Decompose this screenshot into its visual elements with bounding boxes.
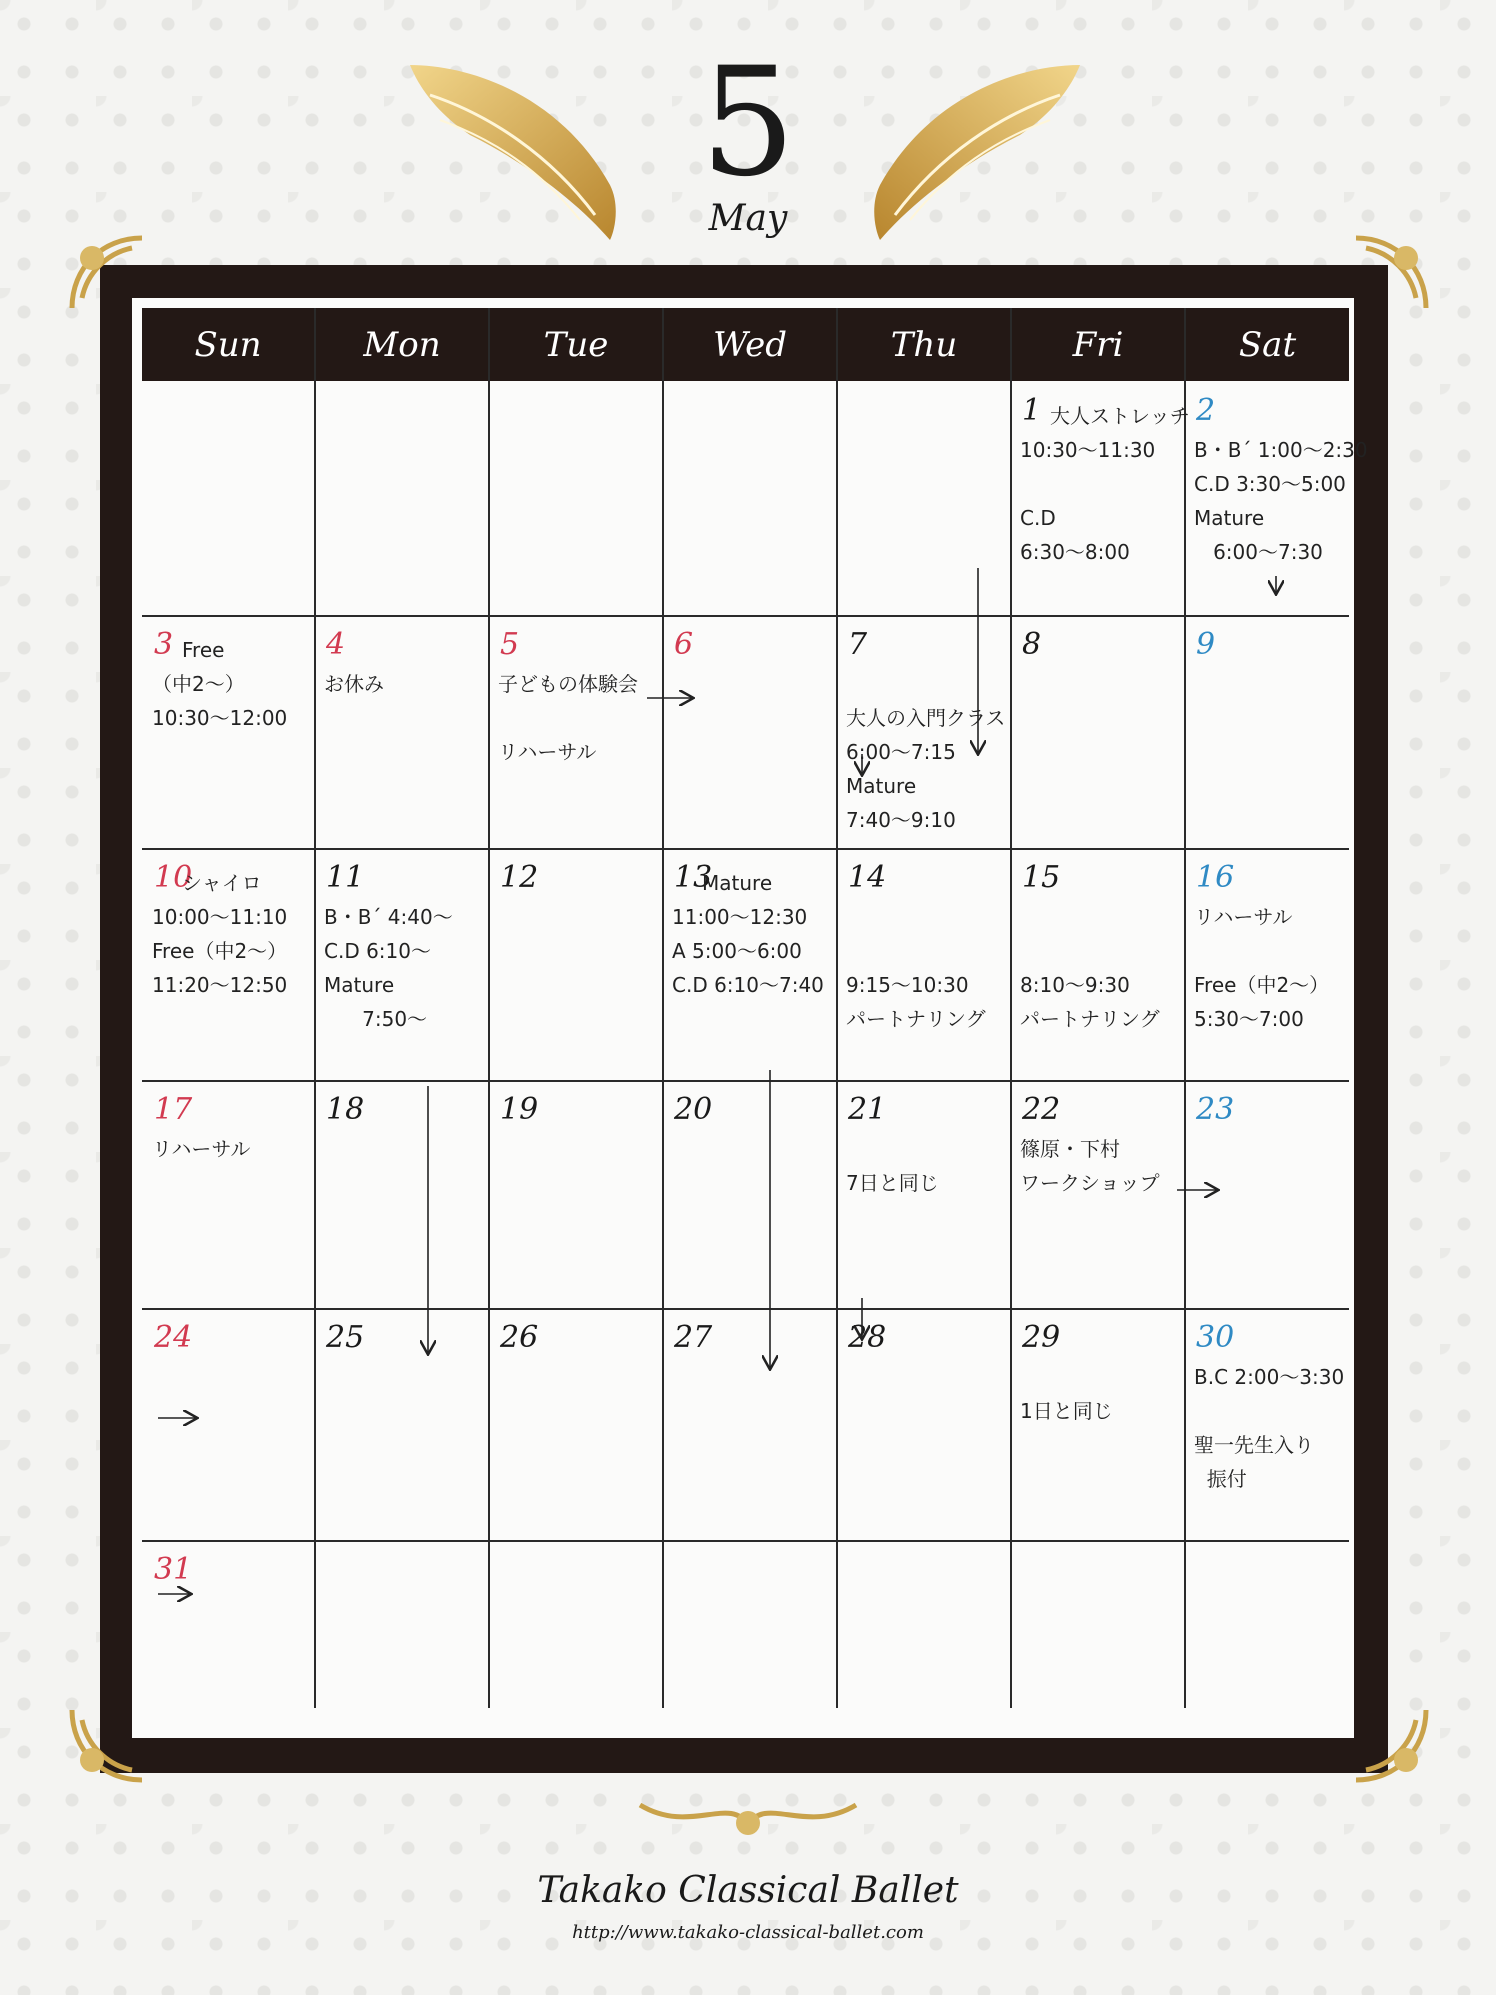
note-line: [324, 633, 384, 667]
day-cell-23[interactable]: [1184, 1080, 1349, 1308]
note-line: [846, 667, 1005, 701]
note-line: [846, 900, 986, 934]
day-cell-30[interactable]: [1184, 1308, 1349, 1540]
day-cell-14[interactable]: [836, 848, 1010, 1080]
calendar-header: [0, 0, 1496, 250]
note-line: [1020, 467, 1190, 501]
note-line: B.C 2:00〜3:30: [1194, 1365, 1345, 1389]
note-line: [846, 934, 986, 968]
note-line: 10:30〜11:30: [1020, 438, 1156, 462]
day-number: 24: [154, 1320, 193, 1355]
day-cell-26[interactable]: [488, 1308, 662, 1540]
note-line: [1020, 1098, 1160, 1132]
day-cell-27[interactable]: [662, 1308, 836, 1540]
day-cell-10[interactable]: [142, 848, 314, 1080]
note-line: 10:00〜11:10: [152, 905, 288, 929]
calendar-frame: [100, 265, 1388, 1773]
day-number: 26: [500, 1320, 539, 1355]
note-line: 5:30〜7:00: [1194, 1007, 1304, 1031]
note-line: シャイロ: [182, 871, 262, 895]
day-number: 16: [1196, 860, 1235, 895]
row-divider: [142, 1540, 1349, 1542]
day-number: 15: [1022, 860, 1061, 895]
day-cell-28[interactable]: [836, 1308, 1010, 1540]
day-note: [152, 1098, 250, 1166]
note-line: [498, 701, 638, 735]
day-cell-22[interactable]: [1010, 1080, 1184, 1308]
note-line: 子どもの体験会: [498, 672, 638, 696]
day-note: [152, 633, 288, 735]
day-number: 21: [848, 1092, 887, 1127]
day-number: 4: [326, 627, 346, 662]
day-note: [324, 866, 453, 1036]
note-line: [1020, 900, 1160, 934]
day-cell-11[interactable]: [314, 848, 488, 1080]
day-cell-1[interactable]: [1010, 381, 1190, 615]
note-line: ワークショップ: [1020, 1171, 1160, 1195]
day-number: 29: [1022, 1320, 1061, 1355]
day-cell-15[interactable]: [1010, 848, 1184, 1080]
footer-title: Takako Classical Ballet: [537, 1870, 959, 1911]
day-number: 23: [1196, 1092, 1235, 1127]
day-cell-3[interactable]: [142, 615, 314, 848]
note-line: [152, 1098, 250, 1132]
day-cell-13[interactable]: [662, 848, 836, 1080]
note-line: C.D 6:10〜: [324, 939, 431, 963]
note-line: Mature: [1194, 506, 1265, 530]
day-cell-9[interactable]: [1184, 615, 1349, 848]
day-number: 18: [326, 1092, 365, 1127]
day-note: [1194, 1326, 1344, 1496]
note-line: [1194, 1394, 1344, 1428]
note-line: [1020, 1360, 1113, 1394]
day-cell-17[interactable]: [142, 1080, 314, 1308]
note-line: C.D 6:10〜7:40: [672, 973, 824, 997]
day-number: 11: [326, 860, 365, 895]
note-line: リハーサル: [1194, 905, 1293, 929]
weekday-header-wed: Wed: [664, 308, 836, 381]
note-line: Mature: [846, 774, 917, 798]
note-line: 6:30〜8:00: [1020, 540, 1130, 564]
day-cell-8[interactable]: [1010, 615, 1184, 848]
note-line: [324, 866, 453, 900]
day-note: [1020, 866, 1160, 1036]
day-cell-29[interactable]: [1010, 1308, 1184, 1540]
note-line: リハーサル: [152, 1137, 251, 1161]
note-line: お休み: [324, 672, 384, 696]
note-line: パートナリング: [1020, 1007, 1160, 1031]
day-cell-7[interactable]: [836, 615, 1010, 848]
note-line: 11:00〜12:30: [672, 905, 808, 929]
day-note: [1194, 399, 1368, 569]
day-cell-6[interactable]: [662, 615, 836, 848]
day-number: 25: [326, 1320, 365, 1355]
note-line: [1194, 934, 1329, 968]
bottom-center-ornament: [630, 1785, 866, 1845]
note-line: Mature: [324, 973, 395, 997]
day-number: 5: [500, 627, 520, 662]
month-number: 5: [700, 36, 796, 210]
day-note: [1194, 866, 1329, 1036]
day-number: 6: [674, 627, 694, 662]
day-note: [324, 633, 384, 701]
note-line: [1020, 934, 1160, 968]
day-note: [1020, 1098, 1160, 1200]
day-number: 31: [154, 1552, 193, 1587]
day-note: [498, 633, 638, 769]
footer-url[interactable]: http://www.takako-classical-ballet.com: [572, 1922, 924, 1943]
corner-ornament-bottom-left: [62, 1700, 152, 1790]
note-line: [846, 1132, 939, 1166]
day-cell-31[interactable]: [142, 1540, 314, 1728]
day-number: 20: [674, 1092, 713, 1127]
note-line: [1020, 866, 1160, 900]
day-number: 14: [848, 860, 887, 895]
corner-ornament-top-right: [1346, 228, 1436, 318]
day-note: [846, 633, 1005, 837]
note-line: [498, 633, 638, 667]
corner-ornament-bottom-right: [1346, 1700, 1436, 1790]
day-number: 3: [154, 627, 174, 662]
note-line: [846, 866, 986, 900]
weekday-header-mon: Mon: [316, 308, 488, 381]
note-line: Free（中2〜）: [152, 939, 288, 963]
calendar-grid: [142, 308, 1368, 1728]
note-line: 6:00〜7:30: [1194, 540, 1323, 564]
day-note: [1020, 1326, 1113, 1428]
note-line: Free（中2〜）: [1194, 973, 1330, 997]
note-line: [1194, 866, 1329, 900]
day-cell-19[interactable]: [488, 1080, 662, 1308]
day-cell-16[interactable]: [1184, 848, 1349, 1080]
day-note: [152, 866, 288, 1002]
month-name: May: [708, 198, 788, 239]
day-number: 27: [674, 1320, 713, 1355]
day-note: [846, 1098, 939, 1200]
day-number: 22: [1022, 1092, 1061, 1127]
weekday-header-tue: Tue: [490, 308, 662, 381]
day-number: 12: [500, 860, 539, 895]
note-line: 大人ストレッチ: [1050, 404, 1190, 428]
weekday-header-fri: Fri: [1012, 308, 1184, 381]
note-line: 大人の入門クラス: [846, 706, 1006, 730]
note-line: （中2〜）: [152, 672, 245, 696]
note-line: 篠原・下村: [1020, 1137, 1120, 1161]
note-line: B・B´ 4:40〜: [324, 905, 453, 929]
weekday-header-sat: Sat: [1186, 308, 1349, 381]
day-cell-24[interactable]: [142, 1308, 314, 1540]
note-line: [1194, 399, 1368, 433]
note-line: 振付: [1194, 1467, 1247, 1491]
note-line: 7:50〜: [324, 1007, 428, 1031]
note-line: 7日と同じ: [846, 1171, 939, 1195]
day-cell-21[interactable]: [836, 1080, 1010, 1308]
corner-ornament-top-left: [62, 228, 152, 318]
note-line: 7:40〜9:10: [846, 808, 956, 832]
note-line: 9:15〜10:30: [846, 973, 969, 997]
note-line: パートナリング: [846, 1007, 986, 1031]
calendar-inner: [132, 298, 1368, 1738]
day-number: 17: [154, 1092, 193, 1127]
day-note: [846, 866, 986, 1036]
note-line: [846, 633, 1005, 667]
day-cell-18[interactable]: [314, 1080, 488, 1308]
note-line: 11:20〜12:50: [152, 973, 288, 997]
day-number: 2: [1196, 393, 1216, 428]
note-line: 8:10〜9:30: [1020, 973, 1130, 997]
day-number: 28: [848, 1320, 887, 1355]
day-number: 19: [500, 1092, 539, 1127]
day-cell-25[interactable]: [314, 1308, 488, 1540]
note-line: C.D 3:30〜5:00: [1194, 472, 1346, 496]
day-number: 30: [1196, 1320, 1235, 1355]
note-line: C.D: [1020, 506, 1056, 530]
note-line: Free: [182, 638, 225, 662]
day-number: 1: [1022, 393, 1042, 428]
day-cell-20[interactable]: [662, 1080, 836, 1308]
note-line: 1日と同じ: [1020, 1399, 1113, 1423]
day-number: 13: [674, 860, 713, 895]
note-line: 10:30〜12:00: [152, 706, 288, 730]
day-cell-2[interactable]: [1184, 381, 1368, 615]
note-line: [846, 1098, 939, 1132]
weekday-header-thu: Thu: [838, 308, 1010, 381]
note-line: A 5:00〜6:00: [672, 939, 802, 963]
day-number: 9: [1196, 627, 1216, 662]
note-line: リハーサル: [498, 740, 597, 764]
note-line: 聖一先生入り: [1194, 1433, 1314, 1457]
day-cell-12[interactable]: [488, 848, 662, 1080]
note-line: B・B´ 1:00〜2:30: [1194, 438, 1368, 462]
day-number: 10: [154, 860, 193, 895]
note-line: [1020, 1326, 1113, 1360]
weekday-header-sun: Sun: [142, 308, 314, 381]
day-number: 7: [848, 627, 868, 662]
day-number: 8: [1022, 627, 1042, 662]
note-line: 6:00〜7:15: [846, 740, 956, 764]
note-line: Mature: [702, 871, 773, 895]
note-line: [1194, 1326, 1344, 1360]
day-cell-4[interactable]: [314, 615, 488, 848]
day-note: [1020, 399, 1190, 569]
day-cell-5[interactable]: [488, 615, 662, 848]
